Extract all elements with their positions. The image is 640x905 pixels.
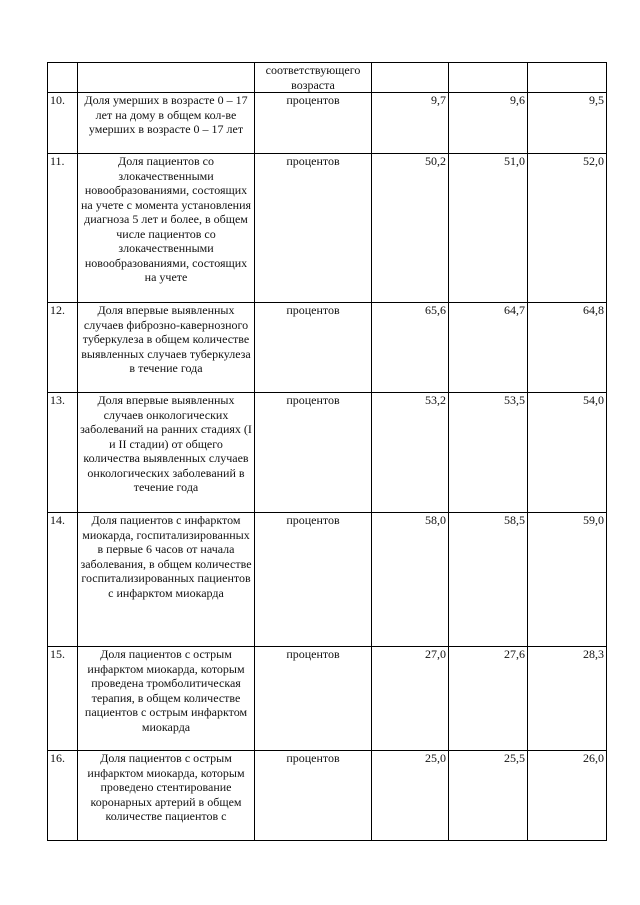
value-cell-2: 25,5 xyxy=(449,751,528,841)
indicators-table xyxy=(47,62,607,841)
unit-cell: процентов xyxy=(255,93,372,154)
row-number: 15. xyxy=(48,647,78,751)
unit-cell: процентов xyxy=(255,393,372,513)
table-row xyxy=(48,513,607,647)
unit-cell: процентов xyxy=(255,303,372,393)
unit-cell: соответствующего возраста xyxy=(255,63,372,93)
value-cell-2: 53,5 xyxy=(449,393,528,513)
indicator-name: Доля впервые выявленных случаев фиброзно-кавернозного туберкулеза в общем количестве выявленных случаев туберкулеза в течение года xyxy=(78,303,255,393)
row-number: 10. xyxy=(48,93,78,154)
unit-cell: процентов xyxy=(255,154,372,303)
value-cell-2: 64,7 xyxy=(449,303,528,393)
table-row xyxy=(48,303,607,393)
indicator-name: Доля впервые выявленных случаев онкологических заболеваний на ранних стадиях (I и II стадии) от общего количества выявленных случаев онкологических заболеваний в течение года xyxy=(78,393,255,513)
value-cell-2: 9,6 xyxy=(449,93,528,154)
value-cell-2: 51,0 xyxy=(449,154,528,303)
value-cell-3: 54,0 xyxy=(528,393,607,513)
unit-cell: процентов xyxy=(255,647,372,751)
row-number: 12. xyxy=(48,303,78,393)
table-row xyxy=(48,393,607,513)
value-cell-1: 9,7 xyxy=(372,93,449,154)
table-row-continued xyxy=(48,63,607,93)
unit-cell: процентов xyxy=(255,513,372,647)
value-cell-3: 9,5 xyxy=(528,93,607,154)
indicator-name xyxy=(78,63,255,93)
value-cell-2: 58,5 xyxy=(449,513,528,647)
value-cell-3: 28,3 xyxy=(528,647,607,751)
row-number: 13. xyxy=(48,393,78,513)
row-number: 11. xyxy=(48,154,78,303)
row-number: 14. xyxy=(48,513,78,647)
table-row xyxy=(48,751,607,841)
row-number xyxy=(48,63,78,93)
value-cell-3: 52,0 xyxy=(528,154,607,303)
indicator-name: Доля умерших в возрасте 0 – 17 лет на дому в общем кол-ве умерших в возрасте 0 – 17 лет xyxy=(78,93,255,154)
value-cell-1: 25,0 xyxy=(372,751,449,841)
value-cell-1: 58,0 xyxy=(372,513,449,647)
table-row xyxy=(48,154,607,303)
indicator-name: Доля пациентов со злокачественными новообразованиями, состоящих на учете с момента установления диагноза 5 лет и более, в общем числе пациентов со злокачественными новообразованиями, состоящих на учете xyxy=(78,154,255,303)
value-cell-1: 53,2 xyxy=(372,393,449,513)
value-cell-1: 50,2 xyxy=(372,154,449,303)
value-cell-2: 27,6 xyxy=(449,647,528,751)
row-number: 16. xyxy=(48,751,78,841)
value-cell-3: 26,0 xyxy=(528,751,607,841)
value-cell-2 xyxy=(449,63,528,93)
indicator-name: Доля пациентов с инфарктом миокарда, госпитализированных в первые 6 часов от начала заболевания, в общем количестве госпитализированных пациентов с инфарктом миокарда xyxy=(78,513,255,647)
value-cell-1: 27,0 xyxy=(372,647,449,751)
value-cell-3: 59,0 xyxy=(528,513,607,647)
value-cell-1 xyxy=(372,63,449,93)
indicator-name: Доля пациентов с острым инфарктом миокарда, которым проведена тромболитическая терапия, в общем количестве пациентов с острым инфарктом миокарда xyxy=(78,647,255,751)
value-cell-3 xyxy=(528,63,607,93)
unit-cell: процентов xyxy=(255,751,372,841)
indicator-name: Доля пациентов с острым инфарктом миокарда, которым проведено стентирование коронарных артерий в общем количестве пациентов с xyxy=(78,751,255,841)
value-cell-1: 65,6 xyxy=(372,303,449,393)
value-cell-3: 64,8 xyxy=(528,303,607,393)
table-row xyxy=(48,647,607,751)
table-row xyxy=(48,93,607,154)
